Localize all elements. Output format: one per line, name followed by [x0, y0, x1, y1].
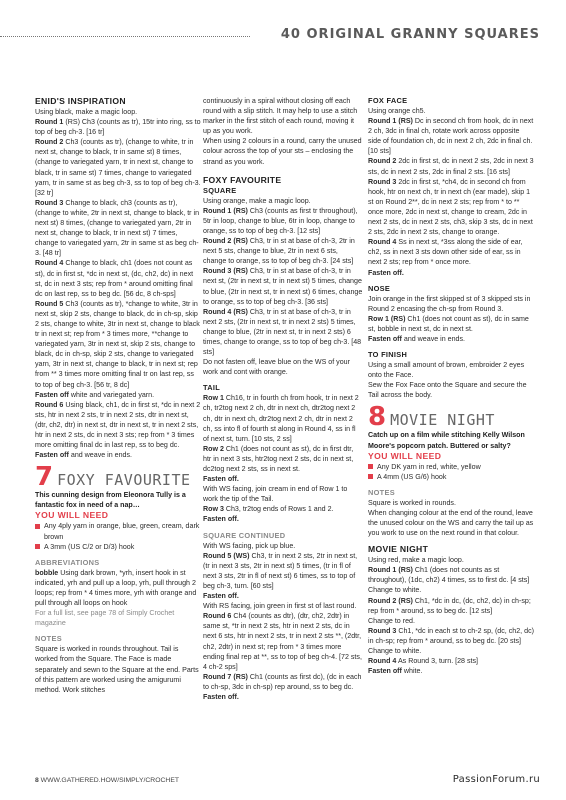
enid-round-1 — [35, 117, 201, 137]
enid-round-6 — [35, 400, 201, 450]
square-fasten-2: Fasten off. — [203, 692, 239, 701]
round-text: Change to black, ch3 (counts as tr), (change to white, 2tr in next st, change to black, tr in next st) 8 times, (change to variegated yarn, 2tr in next st, change to black, tr in next st) 7 times, change to variegated yarn, 2tr in same st as beg ch-3. [48 tr] — [35, 198, 200, 258]
round-label: Round 1 (RS) — [203, 206, 248, 215]
round-label: Round 2 (RS) — [368, 596, 413, 605]
round-text: (RS) Ch3 (counts as tr), 15tr into ring, ss to top of beg ch-3. [16 tr] — [35, 118, 201, 137]
fasten-text: and weave in ends. — [401, 334, 466, 343]
section-title-movie: MOVIE NIGHT — [368, 544, 429, 555]
tail-row-1 — [203, 393, 363, 443]
notes-title: NOTES — [35, 634, 62, 644]
notes-title: NOTES — [368, 487, 395, 497]
round-text: Ch1 (counts as first dc), (dc in each to ch-sp, 3dc in ch-sp) rep around, ss to beg dc. — [203, 672, 362, 691]
square-round-2 — [203, 236, 363, 266]
face-fasten: Fasten off. — [368, 268, 404, 277]
round-text: Ch3, tr in st at base of ch-3, 2tr in next 5 sts, change to blue, 2tr in next 6 sts, change to orange, ss to top of beg ch-3. [24 sts] — [203, 237, 355, 266]
fasten-label: Fasten off — [368, 334, 402, 343]
row-text: Ch1 (does not count as st), dc in first dtr, htr in next 3 sts, htr2tog next 2 sts, dc in next st, dc2tog next 2 sts, ss in next st. — [203, 444, 354, 473]
abbr-label: bobble — [35, 568, 59, 577]
round-label: Round 3 — [35, 198, 64, 207]
tail-subtitle: TAIL — [203, 383, 221, 393]
round-text: Dc in second ch from hook, dc in next 2 ch, 3dc in final ch, rotate work across opposite side of foundation ch, dc in next 2 ch, 2dc in final ch. [10 sts] — [368, 117, 534, 156]
need-item-text: Any 4ply yarn in orange, blue, green, cream, dark brown — [44, 522, 200, 541]
square-intro: Using orange, make a magic loop. — [203, 196, 311, 205]
page-number: 8 — [35, 777, 39, 784]
page-header — [0, 26, 566, 48]
tail-row-3 — [203, 504, 363, 514]
round-label: Round 3 (RS) — [203, 267, 248, 276]
to-finish-subtitle: TO FINISH — [368, 350, 408, 360]
column-2 — [203, 96, 363, 702]
bullet-square-icon — [35, 544, 40, 549]
pattern-heading-8 — [368, 402, 534, 433]
finish-text: Using a small amount of brown, embroider 2 eyes onto the Face. Sew the Fox Face onto the Square and secure the Tail across the body. — [368, 361, 527, 400]
you-will-need-title: YOU WILL NEED — [368, 450, 442, 461]
round-text: Ch3 (counts as first tr throughout), 5tr in loop, change to blue, 6tr in loop, change to orange, ss to top of beg ch-3. [12 sts] — [203, 206, 358, 235]
nose-text: Join orange in the first skipped st of 3 skipped sts in Round 2 encasing the ch-sp from Round 3. — [368, 294, 531, 313]
movie-round-1-after: Change to white. — [368, 586, 422, 595]
sc-rs-instruction: With RS facing, join green in first st of last round. — [203, 602, 357, 611]
round-label: Round 3 — [368, 177, 397, 186]
pattern-title: FOXY FAVOURITE — [57, 471, 191, 490]
footer-url: WWW.GATHERED.HOW/SIMPLY/CROCHET — [40, 777, 179, 784]
round-label: Round 4 — [35, 259, 64, 268]
fasten-label: Fasten off — [35, 390, 69, 399]
row-label: Row 3 — [203, 505, 224, 514]
movie-intro-line: Using red, make a magic loop. — [368, 556, 464, 565]
square-round-7 — [203, 672, 363, 692]
round-text: 2dc in first st, *ch4, dc in second ch from hook, htr on next ch, tr in next ch (ear made), skip 1 st on Round 2**, dc in next 2 sts; rep from * to ** once more, 2dc in next st, change to cream, 2dc in next 2 sts, dc in next 2 sts, ch3, skip 3 sts, dc in next 2 sts, 2dc in next 2 sts, change to orange. — [368, 177, 533, 237]
bullet-square-icon — [35, 524, 40, 529]
square-subtitle: SQUARE — [203, 185, 237, 195]
row-text: Ch16, tr in fourth ch from hook, tr in next 2 ch, tr2tog next 2 ch, dtr in next ch, dtr2tog next 2 ch, dtr in next ch, dtr2tog next 2 ch, dtr in next 2 ch, ss into fl of fourth st along in Round 4, ss in fl of next st, turn. [10 sts, 2 ss] — [203, 394, 359, 443]
face-round-1 — [368, 116, 534, 156]
need-item — [368, 462, 534, 472]
round-text: Ss in next st, *3ss along the side of ear, ch2, ss in next 3 sts down other side of ear, ss in next 2 sts; rep from * once more. — [368, 238, 523, 267]
abbreviations-title: ABBREVIATIONS — [35, 557, 100, 567]
pattern-number: 7 — [35, 462, 54, 493]
need-item-text: A 3mm (US C/2 or D/3) hook — [44, 542, 135, 551]
square-round-3 — [203, 266, 363, 306]
square-continued-subtitle: SQUARE CONTINUED — [203, 530, 286, 540]
face-round-4 — [368, 237, 534, 267]
pattern-heading-7 — [35, 462, 201, 493]
notes-text: Square is worked in rounds. When changing colour at the end of the round, leave the unused colour on the WS and carry the tail up as you work to use on the next round in that colour. — [368, 498, 534, 538]
round-label: Round 4 — [368, 657, 397, 666]
fasten-text: white. — [401, 667, 423, 676]
need-item-text: Any DK yarn in red, white, yellow — [377, 462, 481, 471]
row-label: Row 2 — [203, 444, 224, 453]
column-3 — [368, 96, 534, 676]
need-item — [368, 472, 534, 482]
movie-round-2-after: Change to red. — [368, 616, 415, 625]
round-label: Round 6 — [35, 400, 64, 409]
round-text: Ch3, tr in st at base of ch-3, tr in next 2 sts, (2tr in next st, tr in next 2 sts) 5 times, change to blue, (2tr in next st, tr in next 2 sts) 6 times, change to orange, ss to top of beg ch-3. [48 sts] — [203, 307, 362, 357]
round-label: Round 1 — [35, 118, 64, 127]
need-item — [35, 542, 201, 552]
fasten-label: Fasten off — [368, 667, 402, 676]
round-label: Round 6 — [203, 612, 232, 621]
round-label: Round 5 (WS) — [203, 551, 250, 560]
square-round-4-note: Do not fasten off, leave blue on the WS of your work and cont with orange. — [203, 358, 350, 377]
tail-ws-instruction: With WS facing, join cream in end of Row 1 to work the tip of the Tail. — [203, 485, 348, 504]
face-intro: Using orange ch5. — [368, 107, 426, 115]
notes-text: Square is worked in rounds throughout. Tail is worked from the Square. The Face is made separately and sewn to the Square at the end. Parts of this pattern are worked using the amigurumi method. Work stitches — [35, 645, 199, 694]
fox-face-subtitle: FOX FACE — [368, 96, 408, 105]
row-text: Ch3, tr2tog ends of Rows 1 and 2. — [223, 505, 334, 514]
column-1 — [35, 96, 201, 695]
round-text: Ch1 (does not counts as st throughout), (1dc, ch2) 4 times, ss to first dc. [4 sts] — [368, 566, 530, 585]
face-round-3 — [368, 177, 534, 238]
round-text: Ch3 (counts as tr), (change to white, tr in next st, change to black, tr in same st) 8 times, (change to variegated yarn, tr in next st, change to black, tr in same st) 7 times, change to variegated yarn, tr in same st as beg ch-3, ss to top of beg ch-3. [32 tr] — [35, 138, 201, 197]
round-text: Ch3 (counts as tr), *change to white, 3tr in next st, skip 2 sts, change to black, dc in ch-sp, skip 2 sts, change to white, 3tr in next st, change to black tr in next st; rep from * 3 times more, **change to variegated yarn, 3tr in next st, skip 2 sts, change to black, dc in ch-sp, skip 2 sts, change to variegated yarn, 3tr in next st, change to black, tr in next st; rep from ** 3 times more omitting final tr on last rep, ss to top of beg ch-3. [56 tr, 8 dc] — [35, 299, 200, 389]
watermark: PassionForum.ru — [452, 774, 540, 785]
abbr-text: Using dark brown, *yrh, insert hook in st indicated, yrh and pull up a loop, yrh, pull through 2 loops; rep from * 4 times more, yrh with orange and pull through all loops on hook — [35, 568, 197, 608]
tail-fasten-2: Fasten off. — [203, 515, 239, 524]
round-text: As Round 3, turn. [28 sts] — [396, 657, 478, 666]
round-label: Round 1 (RS) — [368, 117, 413, 126]
need-item-text: A 4mm (US G/6) hook — [377, 472, 447, 481]
tail-fasten-1: Fasten off. — [203, 475, 239, 484]
square-round-4 — [203, 307, 363, 357]
round-label: Round 2 (RS) — [203, 237, 248, 246]
nose-row-1 — [368, 314, 534, 334]
round-text: Ch3, tr in next 2 sts, 2tr in next st, (tr in next 3 sts, 2tr in next st) 5 times, (tr in fl of next 3 sts, 2tr in fl of next st) 6 times, ss to top of beg ch-3, turn. [60 sts] — [203, 551, 358, 590]
round-label: Round 2 — [35, 138, 64, 147]
movie-round-3 — [368, 626, 534, 646]
tail-row-2 — [203, 444, 363, 474]
square-fasten-1: Fasten off. — [203, 592, 239, 601]
enid-round-4 — [35, 258, 201, 298]
enid-round-3 — [35, 198, 201, 259]
page-footer — [35, 777, 179, 784]
round-label: Round 1 (RS) — [368, 566, 413, 575]
bullet-square-icon — [368, 474, 373, 479]
round-text: Ch1, *dc in dc, (dc, ch2, dc) in ch-sp; rep from * around, ss to beg dc. [12 sts] — [368, 596, 531, 615]
header-dotted-rule — [0, 36, 250, 37]
movie-round-3-after: Change to white. — [368, 647, 422, 656]
movie-fasten — [368, 666, 534, 676]
header-title: 40 ORIGINAL GRANNY SQUARES — [280, 27, 540, 42]
abbreviation-bobble — [35, 568, 201, 608]
enid-round-5 — [35, 299, 201, 390]
pattern-title: MOVIE NIGHT — [390, 411, 495, 430]
sc-ws-instruction: With WS facing, pick up blue. — [203, 541, 296, 550]
round-label: Round 2 — [368, 157, 397, 166]
bullet-square-icon — [368, 464, 373, 469]
round-label: Round 4 — [368, 238, 397, 247]
you-will-need-title: YOU WILL NEED — [35, 510, 109, 521]
enid-fasten-2 — [35, 450, 201, 460]
fasten-text: white and variegated yarn. — [68, 390, 155, 399]
movie-intro: Catch up on a film while stitching Kelly Wilson Moore's popcorn patch. Buttered or salty? — [368, 431, 525, 450]
need-item — [35, 521, 201, 541]
face-round-2 — [368, 156, 534, 176]
nose-subtitle: NOSE — [368, 283, 391, 293]
square-round-5 — [203, 551, 363, 591]
round-label: Round 7 (RS) — [203, 672, 248, 681]
fasten-text: and weave in ends. — [68, 451, 133, 460]
abbreviation-list-ref: For a full list, see page 78 of Simply Crochet magazine — [35, 609, 175, 628]
round-text: Ch1, *dc in each st to ch-2 sp, (dc, ch2, dc) in ch-sp; rep from * around, ss to beg dc. [20 sts] — [368, 626, 534, 645]
notes-continued: continuously in a spiral without closing off each round with a slip stitch. It may help to use a stitch marker in the first stitch of each round, moving it up as you work. When using 2 colours in a round, carry the unused colour across the top of your sts – enclosing the strand as you work. — [203, 97, 362, 166]
round-text: Using black, ch1, dc in first st, *dc in next 2 sts, htr in next 2 sts, tr in next 2 sts, dtr in next st, (dtr, ch2, dtr) in next st, dtr in next st, tr in next 2 sts, htr in next 2 sts, dc in next 3 sts; rep from * 3 times more omitting final dc in last rep, ss to beg dc. — [35, 400, 201, 450]
movie-round-4 — [368, 656, 534, 666]
round-text: 2dc in first st, dc in next 2 sts, 2dc in next 3 sts, dc in next 2 sts, 2dc in final 2 sts. [16 sts] — [368, 157, 534, 176]
row-text: Ch1 (does not count as st), dc in same st, bobble in next st, dc in next st. — [368, 314, 529, 333]
round-text: Change to black, ch1 (does not count as st), dc in first st, *dc in next st, (dc, ch2, dc) in next st, dc in next 3 sts; rep from * around omitting final dc on last rep, ss to beg dc. [56 dc, 8 ch-sps] — [35, 259, 194, 298]
row-label: Row 1 — [203, 394, 224, 403]
foxy-intro: This cunning design from Eleonora Tully is a fantastic fox in need of a nap… — [35, 491, 186, 510]
section-title-foxy: FOXY FAVOURITE — [203, 174, 282, 185]
movie-round-2 — [368, 596, 534, 616]
movie-round-1 — [368, 565, 534, 585]
round-label: Round 5 — [35, 299, 64, 308]
square-round-1 — [203, 206, 363, 236]
square-round-6 — [203, 611, 363, 672]
enid-round-2 — [35, 137, 201, 198]
row-label: Row 1 (RS) — [368, 314, 406, 323]
pattern-number: 8 — [368, 402, 387, 433]
nose-fasten — [368, 334, 534, 344]
fasten-label: Fasten off — [35, 451, 69, 460]
round-label: Round 4 (RS) — [203, 307, 248, 316]
round-text: Ch3, tr in st at base of ch-3, tr in next st, (2tr in next st, tr in next st) 5 times, change to blue, (2tr in next st, tr in next st) 6 times, change to orange, ss to top of beg ch-3. [36 sts] — [203, 267, 363, 306]
enid-intro: Using black, make a magic loop. — [35, 108, 138, 116]
round-label: Round 3 — [368, 626, 397, 635]
round-text: Ch4 (counts as dtr), (dtr, ch2, 2dtr) in same st, *tr in next 2 sts, htr in next 2 sts, dc in next 6 sts, htr in next 2 sts, tr in next 2 sts **, (2dtr, ch2, 2dtr) in next st; rep from * 3 times more ending final rep at **, ss to top of beg ch-4. [72 sts, 4 ch-2 sps] — [203, 612, 362, 671]
enid-fasten-1 — [35, 390, 201, 400]
section-title-enid: ENID'S INSPIRATION — [35, 96, 126, 106]
